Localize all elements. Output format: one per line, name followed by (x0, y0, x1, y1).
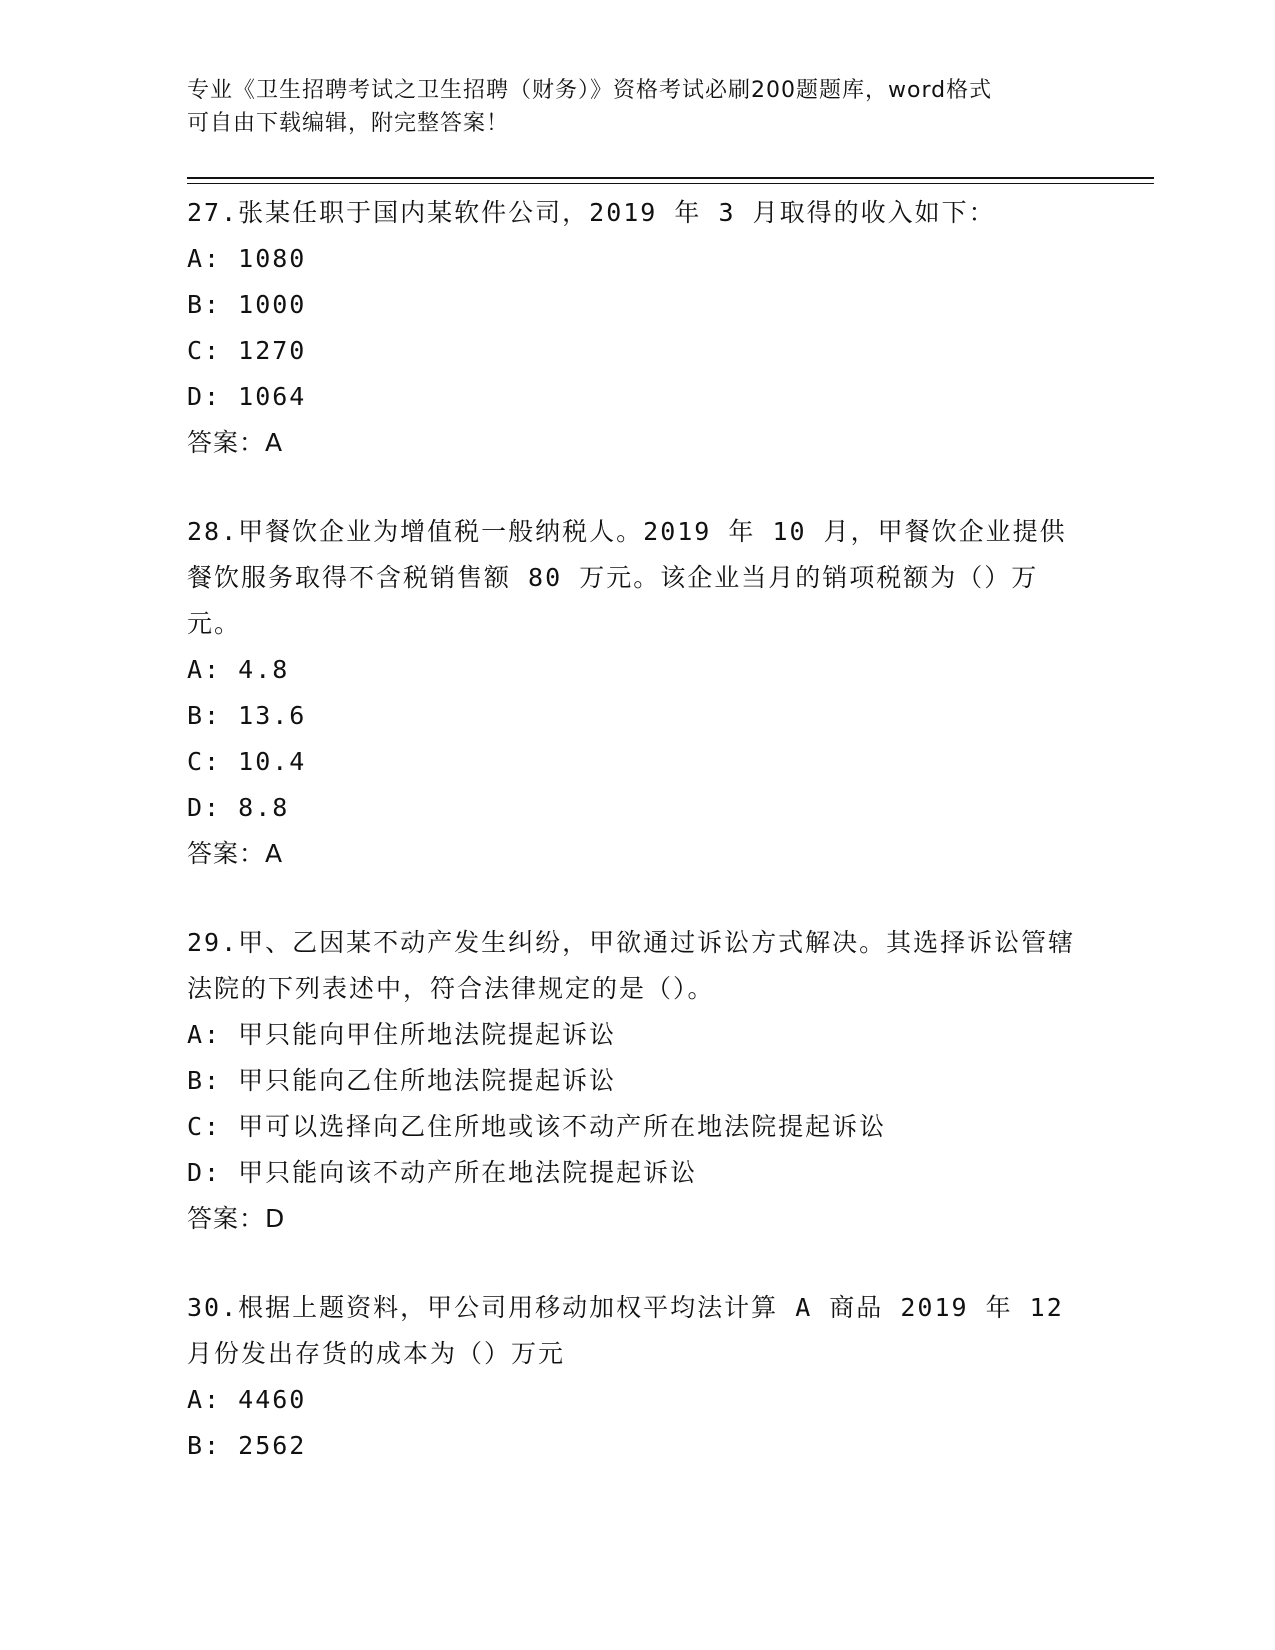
question-28 (187, 509, 1087, 877)
question-30 (187, 1285, 1087, 1469)
option-d: D: 1064 (187, 382, 307, 411)
answer-line: 答案：A (187, 839, 284, 868)
option-a: A: 4.8 (187, 655, 290, 684)
option-b: B: 2562 (187, 1431, 307, 1460)
answer-line: 答案：D (187, 1204, 286, 1233)
header-divider-thin (187, 183, 1154, 184)
option-c: C: 10.4 (187, 747, 307, 776)
option-a: A: 1080 (187, 244, 307, 273)
option-c: C: 1270 (187, 336, 307, 365)
option-c: C: 甲可以选择向乙住所地或该不动产所在地法院提起诉讼 (187, 1112, 887, 1141)
question-text: 27.张某任职于国内某软件公司，2019 年 3 月取得的收入如下： (187, 198, 996, 227)
question-27 (187, 190, 1087, 466)
option-a: A: 4460 (187, 1385, 307, 1414)
question-29 (187, 920, 1087, 1242)
question-text: 28.甲餐饮企业为增值税一般纳税人。2019 年 10 月，甲餐饮企业提供餐饮服务取得不含税销售额 80 万元。该企业当月的销项税额为（）万元。 (187, 517, 1067, 638)
option-b: B: 1000 (187, 290, 307, 319)
option-b: B: 13.6 (187, 701, 307, 730)
header-divider-thick (187, 177, 1154, 179)
option-a: A: 甲只能向甲住所地法院提起诉讼 (187, 1020, 617, 1049)
answer-line: 答案：A (187, 428, 284, 457)
question-text: 30.根据上题资料，甲公司用移动加权平均法计算 A 商品 2019 年 12 月份发出存货的成本为（）万元 (187, 1293, 1081, 1368)
question-list (187, 190, 1087, 1512)
document-header (187, 74, 1067, 140)
option-b: B: 甲只能向乙住所地法院提起诉讼 (187, 1066, 617, 1095)
question-text: 29.甲、乙因某不动产发生纠纷，甲欲通过诉讼方式解决。其选择诉讼管辖法院的下列表述中，符合法律规定的是（）。 (187, 928, 1076, 1003)
header-line-2: 可自由下载编辑，附完整答案！ (187, 111, 510, 136)
option-d: D: 8.8 (187, 793, 290, 822)
option-d: D: 甲只能向该不动产所在地法院提起诉讼 (187, 1158, 698, 1187)
header-line-1: 专业《卫生招聘考试之卫生招聘（财务）》资格考试必刷200题题库，word格式 (187, 78, 993, 103)
